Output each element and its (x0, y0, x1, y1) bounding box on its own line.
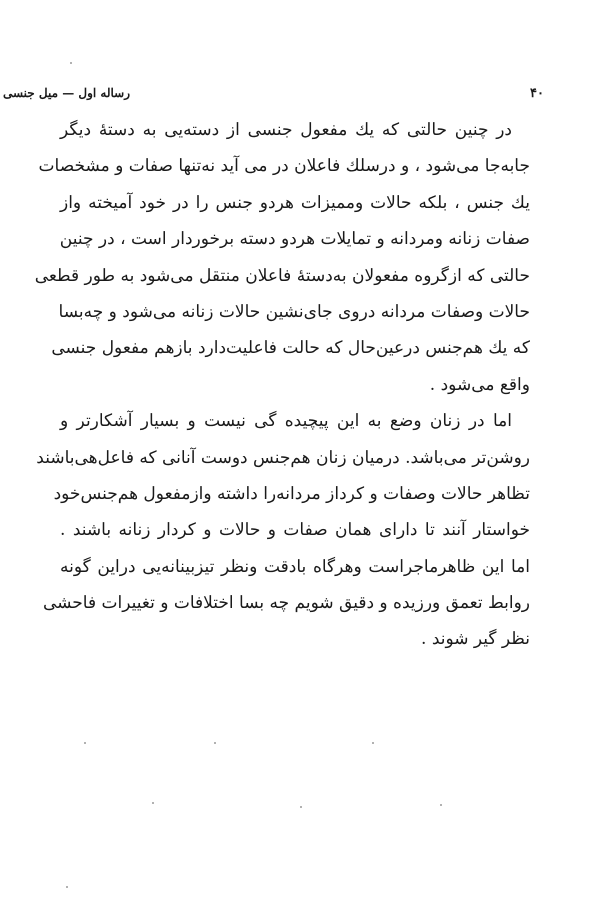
text-line: حالتی که ازگروه مفعولان به‌دستهٔ فاعلان منتقل می‌شود به طور قطعی (34, 265, 530, 286)
paper-speck (152, 802, 154, 804)
text-line: اما این ظاهرماجراست وهرگاه بادقت ونظر تیزبینانه‌یی دراین گونه (60, 556, 530, 577)
text-line: روشن‌تر می‌باشد. درمیان زنان هم‌جنس دوست آنانی که فاعل‌هی‌باشند (36, 447, 530, 468)
paper-speck (84, 742, 86, 744)
text-line: نظر گیر شوند . (421, 629, 530, 650)
page-header (2, 86, 544, 108)
text-line: صفات زنانه ومردانه و تمایلات هردو دسته برخوردار است ، در چنین (59, 229, 530, 250)
text-line: اما در زنان وضع به این پیچیده گی نیست و بسیار آشکارتر و (60, 411, 512, 432)
paper-speck (214, 742, 216, 744)
paragraph (36, 403, 530, 658)
paper-speck (66, 886, 68, 888)
page-number: ۴۰ (530, 86, 544, 101)
paragraph (34, 112, 530, 403)
text-line: تظاهر حالات وصفات و کرداز مردانه‌را داشته وازمفعول هم‌جنس‌خود (53, 483, 530, 504)
paper-speck (372, 742, 374, 744)
text-line: که یك هم‌جنس درعین‌حال که حالت فاعلیت‌دارد بازهم مفعول جنسی (51, 338, 530, 359)
body-text (34, 112, 530, 658)
text-line: در چنین حالتی که یك مفعول جنسی از دسته‌یی به دستهٔ دیگر (60, 120, 512, 140)
text-line: خواستار آنند تا دارای همان صفات و حالات و کردار زنانه باشند . (60, 520, 530, 541)
running-title: رساله اول — میل جنسی (2, 86, 130, 100)
text-line: روابط تعمق ورزیده و دقیق شویم چه بسا اختلافات و تغییرات فاحشی (42, 593, 530, 614)
text-line: واقع می‌شود . (429, 374, 530, 395)
paper-speck (70, 62, 72, 64)
paper-speck (300, 806, 302, 808)
text-line: جابه‌جا می‌شود ، و درسلك فاعلان در می آید نه‌تنها صفات و مشخصات (38, 156, 530, 177)
text-line: یك جنس ، بلکه حالات وممیزات هردو جنس را در خود آمیخته واز (60, 192, 530, 213)
text-line: حالات وصفات مردانه دروی جای‌نشین حالات زنانه می‌شود و چه‌بسا (58, 301, 530, 322)
paper-speck (440, 804, 442, 806)
